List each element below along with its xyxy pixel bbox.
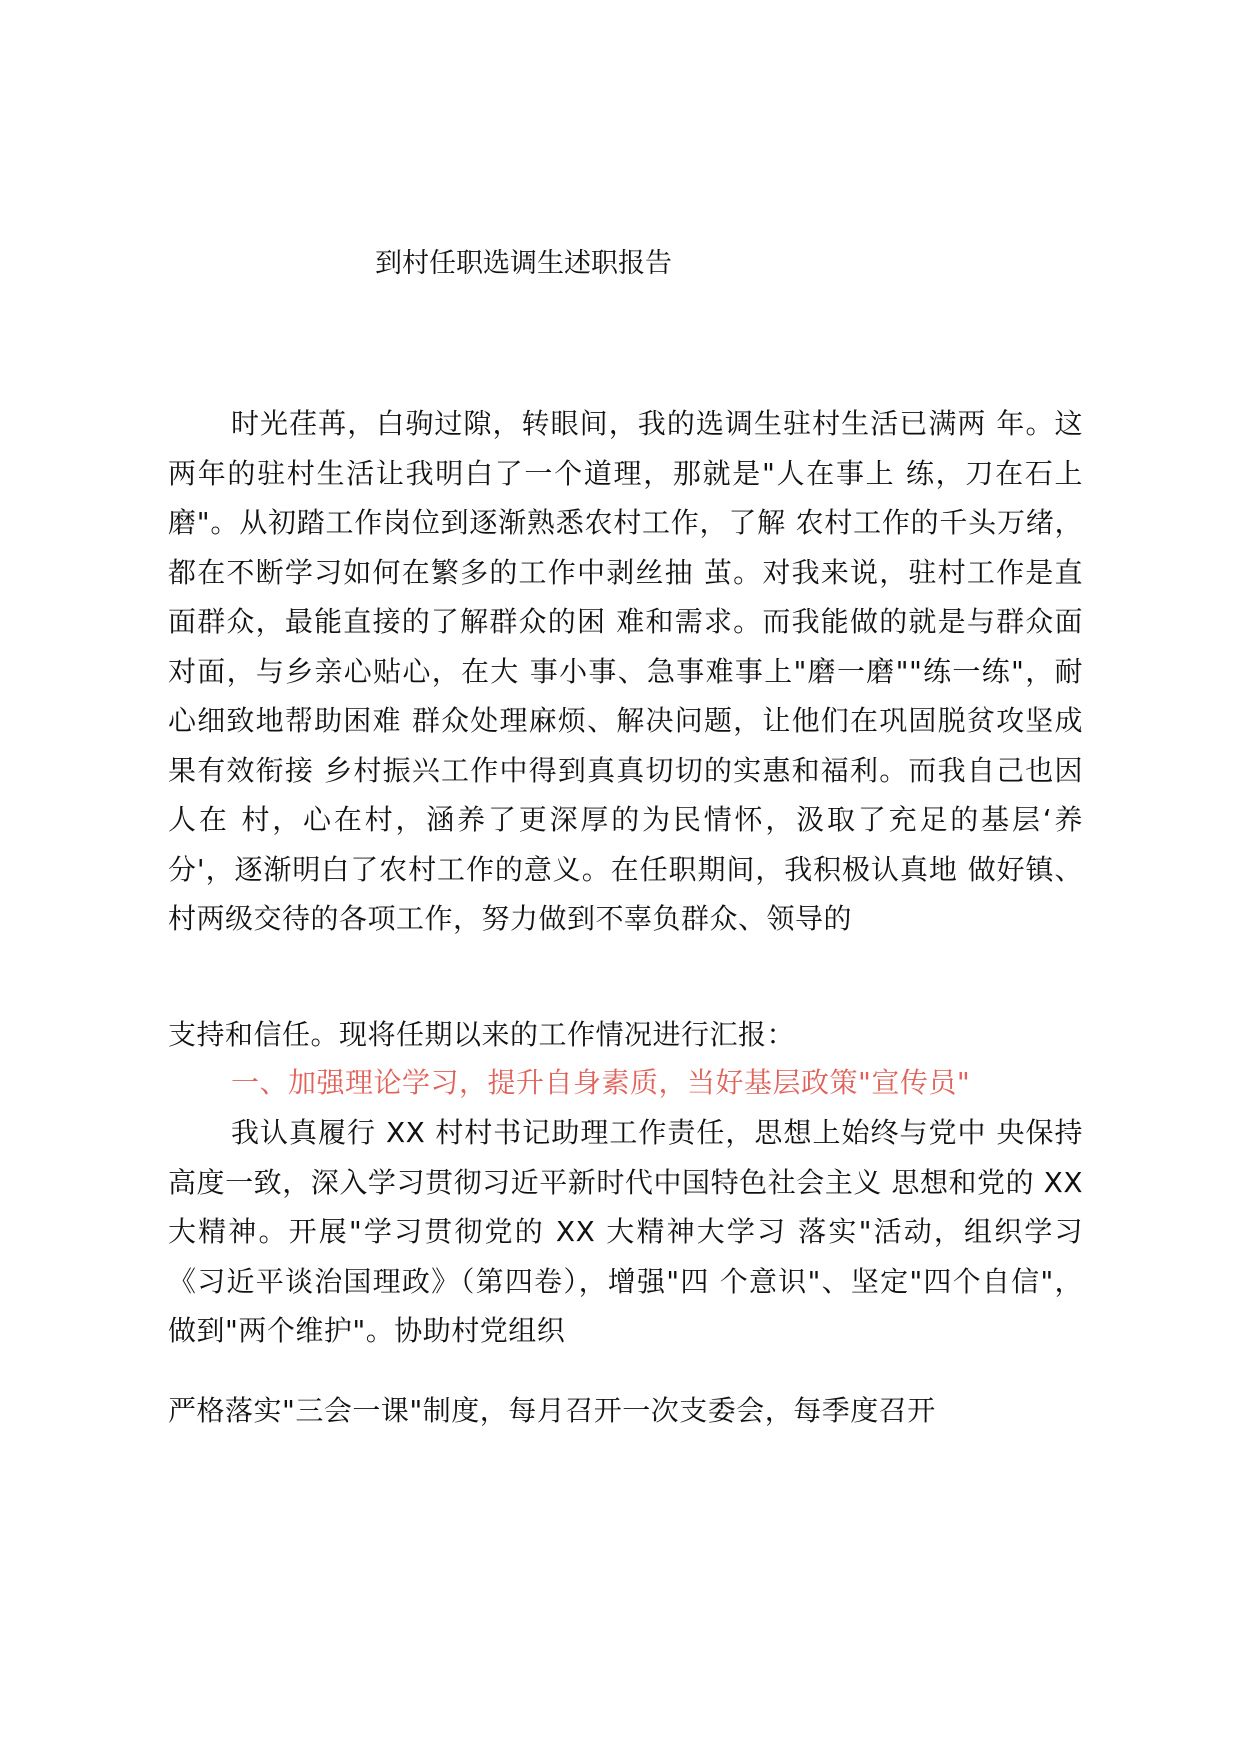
document-title: 到村任职选调生述职报告 bbox=[375, 248, 672, 279]
body-paragraph-1: 时光荏苒，白驹过隙，转眼间，我的选调生驻村生活已满两 年。这两年的驻村生活让我明白了一个道理，那就是"人在事上 练，刀在石上磨"。从初踏工作岗位到逐渐熟悉农村工作，了解 农村工作的千头万绪，都在不断学习如何在繁多的工作中剥丝抽 茧。对我来说，驻村工作是直面群众，最能直接的了解群众的困 难和需求。而我能做的就是与群众面对面，与乡亲心贴心，在大 事小事、急事难事上"磨一磨""练一练"，耐心细致地帮助困难 群众处理麻烦、解决问题，让他们在巩固脱贫攻坚成果有效衔接 乡村振兴工作中得到真真切切的实惠和福利。而我自己也因人在 村，心在村，涵养了更深厚的为民情怀，汲取了充足的基层‘养 分'，逐渐明白了农村工作的意义。在任职期间，我积极认真地 做好镇、村两级交待的各项工作，努力做到不辜负群众、领导的 bbox=[168, 407, 1083, 935]
body-paragraph-3: 我认真履行 XX 村村书记助理工作责任，思想上始终与党中 央保持高度一致，深入学习贯彻习近平新时代中国特色社会主义 思想和党的 XX 大精神。开展"学习贯彻党的 XX 大精神大学习 落实"活动，组织学习《习近平谈治国理政》（第四卷），增强"四 个意识"、坚定"四个自信"，做到"两个维护"。协助村党组织 bbox=[168, 1116, 1083, 1347]
section-heading-1: 一、加强理论学习，提升自身素质，当好基层政策"宣传员" bbox=[231, 1066, 971, 1099]
body-paragraph-2: 支持和信任。现将任期以来的工作情况进行汇报： bbox=[168, 1018, 796, 1051]
body-paragraph-4: 严格落实"三会一课"制度，每月召开一次支委会，每季度召开 bbox=[168, 1394, 936, 1427]
